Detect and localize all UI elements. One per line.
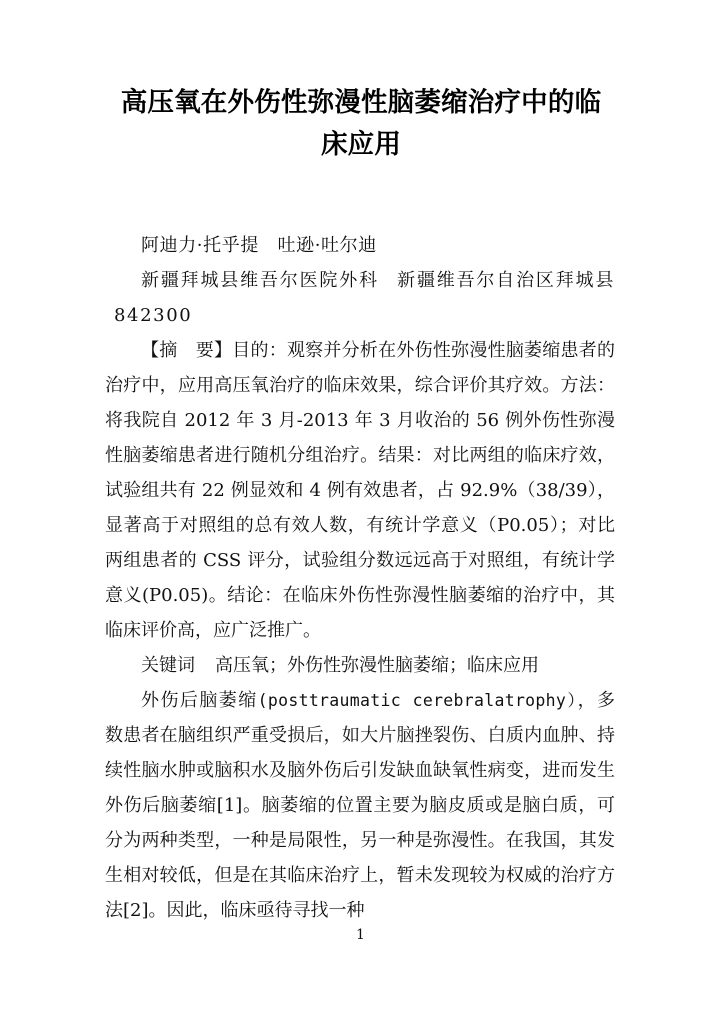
author-line bbox=[105, 228, 615, 263]
postal-code: 842300 bbox=[114, 305, 193, 326]
abstract-text: 目的：观察并分析在外伤性弥漫性脑萎缩患者的治疗中，应用高压氧治疗的临床效果，综合评价其疗效。方法：将我院自 2012 年 3 月-2013 年 3 月收治的 56 例外伤性弥漫性脑萎缩患者进行随机分组治疗。结果：对比两组的临床疗效，试验组共有 22 例显效和 4 例有效患者，占 92.9%（38/39），显著高于对照组的总有效人数，有统计学意义（P0.05）；对比两组患者的 CSS 评分，试验组分数远远高于对照组，有统计学意义(P0.05)。结论：在临床外伤性弥漫性脑萎缩的治疗中，其临床评价高，应广泛推广。 bbox=[105, 340, 616, 641]
keywords-text: 高压氧；外伤性弥漫性脑萎缩；临床应用 bbox=[215, 655, 539, 676]
keywords-paragraph bbox=[105, 648, 615, 683]
title-spacer bbox=[105, 166, 615, 228]
page-number: 1 bbox=[356, 927, 365, 943]
introduction-paragraph bbox=[105, 683, 615, 928]
abstract-label-open: 【摘 bbox=[141, 340, 178, 361]
affiliation-line bbox=[105, 263, 615, 333]
intro-body-text: ，多数患者在脑组织严重受损后，如大片脑挫裂伤、白质内血肿、持续性脑水肿或脑积水及脑外伤后引发缺血缺氧性病变，进而发生外伤后脑萎缩[1]。脑萎缩的位置主要为脑皮质或是脑白质，可分为两种类型，一种是局限性，另一种是弥漫性。在我国，其发生相对较低，但是在其临床治疗上，暂未发现较为权威的治疗方法[2]。因此，临床亟待寻找一种 bbox=[105, 690, 616, 921]
page-content bbox=[105, 0, 615, 928]
intro-lead-text: 外伤后脑萎缩 bbox=[141, 690, 258, 711]
abstract-label-close: 要】 bbox=[195, 340, 233, 361]
abstract-paragraph bbox=[105, 333, 615, 648]
page-title: 高压氧在外伤性弥漫性脑萎缩治疗中的临床应用 bbox=[120, 87, 602, 160]
affiliation-hospital: 新疆拜城县维吾尔医院外科 bbox=[141, 270, 379, 291]
affiliation-region: 新疆维吾尔自治区拜城县 bbox=[396, 270, 615, 291]
keywords-label: 关键词 bbox=[141, 655, 195, 676]
author-names: 阿迪力·托乎提 吐逊·吐尔迪 bbox=[141, 235, 377, 256]
intro-english-term: (posttraumatic cerebralatrophy） bbox=[257, 691, 578, 710]
